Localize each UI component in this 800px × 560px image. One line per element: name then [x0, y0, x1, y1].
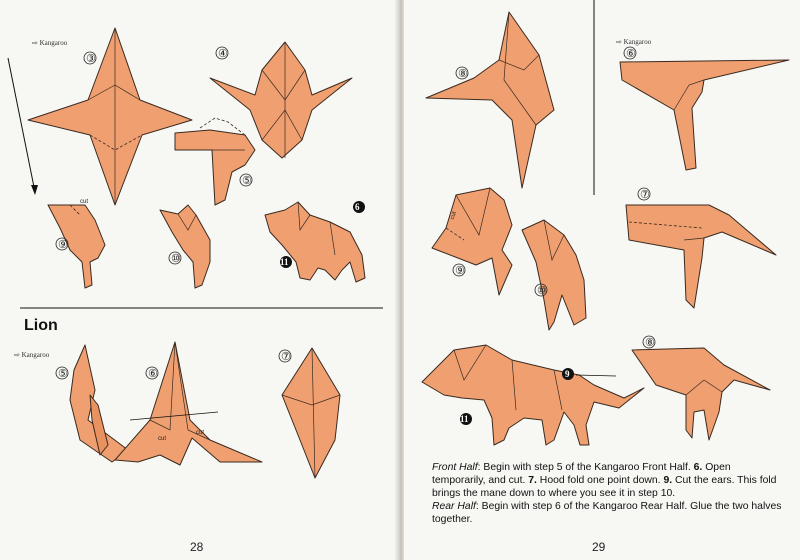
pointer-arrow: [576, 375, 616, 376]
step-number: ④: [218, 48, 228, 60]
step-5-diagram: [175, 118, 255, 205]
step-7r-diagram: [626, 205, 776, 308]
step-6r-diagram: [620, 60, 789, 170]
step-number: ⑤: [242, 175, 252, 187]
front-half-label: Front Half: [432, 462, 478, 473]
step-number: ⑦: [640, 189, 650, 201]
step-number: 6: [355, 202, 360, 212]
flow-arrowhead: [31, 185, 38, 195]
step-10r-diagram: [522, 220, 586, 330]
flow-arrow: [8, 58, 35, 192]
step-3-diagram: [28, 28, 192, 205]
step-number: ⑥: [626, 48, 636, 60]
instructions-text: [432, 461, 784, 526]
step-ref: 6.: [693, 462, 703, 473]
rear-half-label: Rear Half: [432, 501, 476, 512]
lion-step-5-diagram: [70, 345, 128, 462]
page-number-left: 28: [190, 540, 204, 554]
kangaroo-reference-top: ⇨ Kangaroo: [32, 39, 68, 47]
instruction-text: : Begin with step 6 of the Kangaroo Rear Half. Glue the two halves together.: [432, 501, 782, 525]
cut-label: cut: [196, 430, 205, 436]
step-number: ⑩: [537, 285, 547, 297]
right-page: [404, 0, 800, 560]
instruction-text: : Begin with step 5 of the Kangaroo Front Half.: [477, 462, 694, 473]
page-number-right: 29: [592, 540, 606, 554]
cut-label: cut: [158, 436, 167, 442]
step-number: ⑨: [58, 239, 68, 251]
cut-label: cut: [80, 199, 89, 205]
cut-label: cut: [449, 210, 458, 221]
kangaroo-reference-lion: ⇨ Kangaroo: [14, 351, 50, 359]
left-page: [0, 0, 398, 560]
step-number: ⑩: [171, 253, 181, 265]
step-10-diagram: [160, 205, 210, 288]
step-ref: 7.: [528, 475, 537, 486]
step-number: 11: [460, 414, 469, 424]
step-number: 9: [565, 369, 570, 379]
step-number: ⑤: [58, 368, 68, 380]
kangaroo-reference: ⇨ Kangaroo: [616, 38, 652, 46]
step-number: ⑨: [455, 265, 465, 277]
step-number: 11: [280, 257, 289, 267]
section-title-lion: Lion: [24, 317, 58, 334]
instruction-text: Hood fold one point down.: [536, 475, 664, 486]
instruction-text: Open temporarily, and cut.: [432, 462, 731, 486]
step-11-diagram: [265, 202, 365, 282]
step-9r-diagram: [432, 188, 512, 295]
lion-step-6-diagram: [115, 342, 262, 465]
step-number: ⑥: [148, 368, 158, 380]
step-ref: 9.: [663, 475, 673, 486]
step-number: ⑧: [458, 68, 468, 80]
step-number: ⑦: [281, 351, 291, 363]
step-8r-diagram: [632, 348, 770, 440]
step-11r-diagram: [422, 345, 644, 445]
left-diagrams: [0, 0, 398, 560]
step-8-diagram: [426, 12, 554, 188]
step-number: ③: [86, 53, 96, 65]
instruction-text: Cut the ears. This fold brings the mane down to where you see it in step 10.: [432, 475, 777, 499]
step-number: ⑧: [645, 337, 655, 349]
lion-step-7-diagram: [282, 348, 340, 478]
